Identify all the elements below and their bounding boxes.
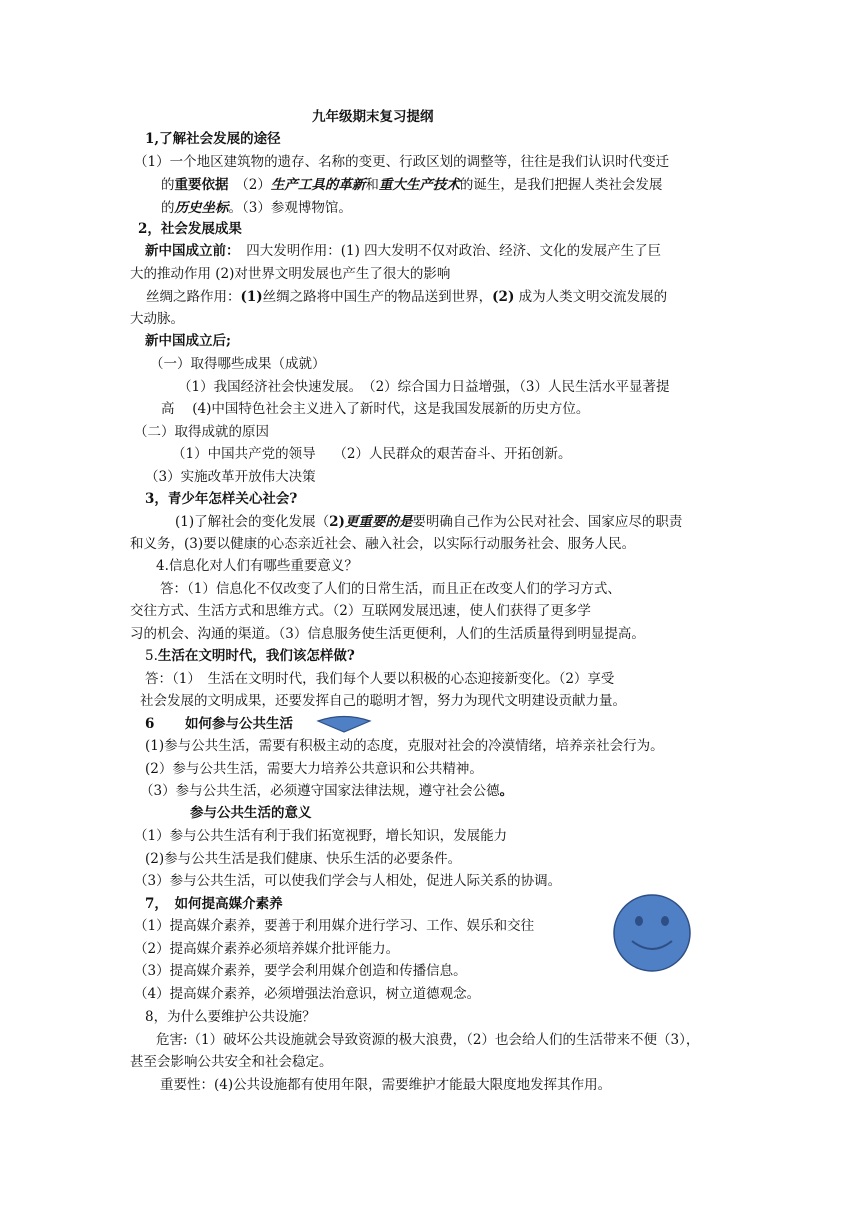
s8-line-2: 甚至会影响公共安全和社会稳定。: [130, 1054, 333, 1070]
s6-sub-heading: 参与公共生活的意义: [190, 805, 312, 821]
s6-meaning-1: （1）参与公共生活有利于我们拓宽视野，增长知识，发展能力: [134, 828, 508, 844]
emphasis: (1): [240, 289, 263, 305]
label: 新中国成立前：: [145, 243, 233, 259]
text: 的: [161, 177, 175, 193]
section-8-heading: 8，为什么要维护公共设施？: [145, 1009, 316, 1025]
s8-line-3: 重要性：(4)公共设施都有使用年限，需要维护才能最大限度地发挥其作用。: [160, 1077, 612, 1093]
emphasis: 历史坐标: [174, 200, 229, 216]
s6-line-3: [140, 780, 513, 802]
s4-line-1: 答：（1）信息化不仅改变了人们的日常生活，而且正在改变人们的学习方式、: [160, 581, 621, 597]
s7-line-3: （3）提高媒介素养，要学会利用媒介创造和传播信息。: [134, 963, 467, 979]
s1-line-2: [161, 174, 662, 196]
section-1-heading: 1,了解社会发展的途径: [145, 131, 281, 147]
s1-line-1: （1）一个地区建筑物的遗存、名称的变更、行政区划的调整等，往往是我们认识时代变迁: [134, 154, 670, 170]
text: 。: [499, 783, 514, 799]
text: 的诞生，是我们把握人类社会发展: [459, 177, 663, 193]
section-6-heading: 如何参与公共生活: [185, 716, 293, 732]
s7-line-2: （2）提高媒介素养必须培养媒介批评能力。: [134, 941, 400, 957]
s3-line-1: [175, 511, 682, 533]
s7-line-4: （4）提高媒介素养，必须增强法治意识，树立道德观念。: [134, 986, 481, 1002]
s2-after-line-5: （1）中国共产党的领导 （2）人民群众的艰苦奋斗、开拓创新。: [172, 446, 572, 462]
s2-before-line-2: 大的推动作用 (2)对世界文明发展也产生了很大的影响: [130, 266, 451, 282]
text: 成为人类文明交流发展的: [514, 289, 668, 305]
section-3-heading: 3，青少年怎样关心社会?: [145, 491, 298, 507]
text: 丝绸之路将中国生产的物品送到世界，: [262, 289, 493, 305]
text: 要明确自己作为公民对社会、国家应尽的职责: [412, 514, 683, 530]
emphasis: 更重要的是: [344, 514, 413, 530]
s4-line-3: 习的机会、沟通的渠道。（3）信息服务使生活更便利，人们的生活质量得到明显提高。: [130, 626, 645, 642]
emphasis: (2): [492, 289, 515, 305]
s8-line-1: 危害:（1）破坏公共设施就会导致资源的极大浪费，（2）也会给人们的生活带来不便（3），: [156, 1032, 700, 1048]
s1-line-3: [161, 197, 352, 219]
section-2-heading: 2，社会发展成果: [138, 221, 242, 237]
document-title: 九年级期末复习提纲: [312, 109, 434, 125]
s4-line-2: 交往方式、生活方式和思维方式。（2）互联网发展迅速，使人们获得了更多学: [130, 603, 591, 619]
section-4-heading: 4.信息化对人们有哪些重要意义？: [156, 558, 358, 574]
text: 丝绸之路作用：: [146, 289, 241, 305]
emphasis: 2): [329, 514, 345, 530]
emphasis: 重要依据: [174, 177, 229, 193]
s2-before-line-1: [145, 240, 661, 262]
s2-after-line-2: （1）我国经济社会快速发展。 （2）综合国力日益增强，（3）人民生活水平显著提: [178, 379, 670, 395]
s2-after-label: 新中国成立后;: [145, 333, 231, 349]
s5-line-1: 答：（1） 生活在文明时代，我们每个人要以积极的心态迎接新变化。（2）享受: [145, 671, 615, 687]
s6-line-2: (2）参与公共生活，需要大力培养公共意识和公共精神。: [145, 761, 483, 777]
s2-after-line-4: （二）取得成就的原因: [134, 424, 269, 440]
text: 和义务，: [130, 536, 184, 552]
text: （2）: [228, 177, 271, 193]
section-7-heading: 7， 如何提高媒介素养: [145, 896, 283, 912]
section-5-heading: [145, 645, 355, 667]
text: 四大发明作用：(1) 四大发明不仅对政治、经济、文化的发展产生了巨: [232, 243, 662, 259]
s2-silk-line-2: 大动脉。: [130, 311, 184, 327]
section-6-number: 6: [145, 716, 155, 732]
text: 。（3）参观博物馆。: [228, 200, 352, 216]
text: (1)了解社会的变化发展（: [175, 514, 330, 530]
ribbon-shape: [316, 714, 372, 734]
text: 和: [365, 177, 379, 193]
text: 的: [161, 200, 175, 216]
s6-line-1: (1)参与公共生活，需要有积极主动的态度，克服对社会的冷漠情绪，培养亲社会行为。: [145, 738, 664, 754]
text: （3）参与公共生活，必须遵守国家法律法规，遵守社会公德: [140, 783, 500, 799]
s3-line-2: [130, 533, 635, 555]
emphasis: 重大生产技术: [378, 177, 460, 193]
text: (3)要以健康的心态亲近社会、融入社会，以实际行动服务社会、服务人民。: [184, 536, 636, 552]
s2-after-line-6: （3）实施改革开放伟大决策: [145, 469, 316, 485]
s2-after-line-1: （一）取得哪些成果（成就）: [150, 356, 326, 372]
heading-text: 生活在文明时代，我们该怎样做?: [157, 648, 355, 664]
s2-silk-line-1: [146, 286, 667, 308]
emphasis: 生产工具的革新: [270, 177, 366, 193]
s2-after-line-3: 高 (4)中国特色社会主义进入了新时代，这是我国发展新的历史方位。: [161, 401, 590, 417]
smiley-face-icon: [612, 893, 692, 973]
number: 5.: [145, 648, 158, 664]
s6-meaning-2: (2)参与公共生活是我们健康、快乐生活的必要条件。: [145, 851, 462, 867]
s5-line-2: 社会发展的文明成果，还要发挥自己的聪明才智，努力为现代文明建设贡献力量。: [140, 693, 626, 709]
s7-line-1: （1）提高媒介素养，要善于利用媒介进行学习、工作、娱乐和交往: [134, 918, 535, 934]
s6-meaning-3: （3）参与公共生活，可以使我们学会与人相处，促进人际关系的协调。: [134, 873, 562, 889]
